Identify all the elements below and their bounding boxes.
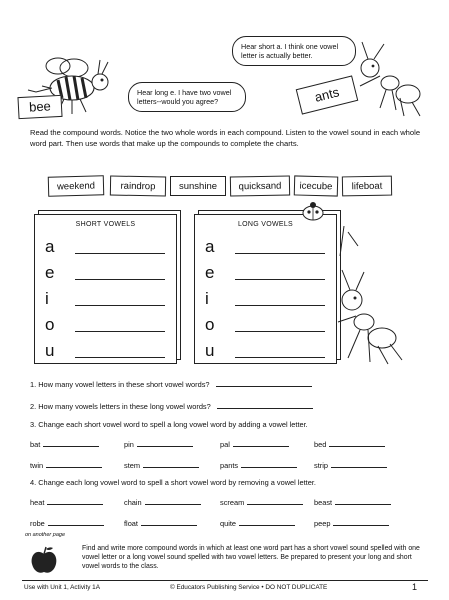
word-item: [30, 438, 99, 449]
word-card-label: sunshine: [178, 181, 218, 192]
word-label: pal: [220, 440, 230, 449]
question-1-text: 1. How many vowel letters in these short vowel words?: [30, 380, 210, 389]
question-3-text: 3. Change each short vowel word to spell a long vowel word by adding a vowel letter.: [30, 420, 308, 429]
question-3-row-2: [30, 459, 420, 471]
answer-line[interactable]: [75, 253, 165, 254]
word-card-label: quicksand: [238, 180, 282, 193]
answer-line[interactable]: [235, 279, 325, 280]
answer-line[interactable]: [43, 438, 99, 447]
word-card-label: icecube: [299, 180, 333, 193]
footer-rule: [22, 580, 428, 581]
word-label: strip: [314, 461, 328, 470]
page-number: [412, 582, 417, 592]
word-card-lifeboat: [342, 176, 392, 197]
vowel-letter: e: [205, 263, 215, 282]
word-item: [124, 438, 193, 449]
word-card-weekend: [48, 175, 105, 196]
answer-line[interactable]: [333, 517, 389, 526]
word-item: [314, 496, 391, 507]
word-label: pants: [220, 461, 239, 470]
word-card-raindrop: [110, 176, 166, 197]
vowel-letter: a: [205, 237, 215, 256]
word-item: [124, 459, 199, 470]
footer-center-text: © Educators Publishing Service • DO NOT DUPLICATE: [170, 584, 328, 591]
instructions: [30, 128, 425, 149]
instructions-text: Read the compound words. Notice the two whole words in each compound. Listen to the vowel sound in each whole word part. Then use words that make up the compounds to complete the charts.: [30, 128, 421, 148]
answer-line[interactable]: [46, 459, 102, 468]
answer-line[interactable]: [141, 517, 197, 526]
extension-text: [82, 544, 422, 571]
answer-line[interactable]: [143, 459, 199, 468]
chart-title: SHORT VOWELS: [75, 221, 136, 228]
word-item: [220, 496, 303, 507]
question-1-answer-line[interactable]: [216, 378, 312, 387]
answer-line[interactable]: [241, 459, 297, 468]
bee-speech-bubble: [128, 82, 246, 112]
ants-sign-label: ants: [313, 84, 341, 105]
answer-line[interactable]: [247, 496, 303, 505]
question-2: [30, 400, 313, 412]
word-item: [30, 496, 103, 507]
answer-line[interactable]: [75, 305, 165, 306]
ant-speech-text: Hear short a. I think one vowel letter is actually better.: [241, 42, 339, 60]
apple-badge-caption: [20, 532, 70, 538]
question-4-text: 4. Change each long vowel word to spell a short vowel word by removing a vowel letter.: [30, 478, 316, 487]
question-3-row-1: [30, 438, 420, 450]
word-item: [220, 459, 297, 470]
word-item: [124, 496, 201, 507]
word-label: peep: [314, 519, 331, 528]
answer-line[interactable]: [235, 305, 325, 306]
word-label: scream: [220, 498, 245, 507]
word-label: robe: [30, 519, 45, 528]
answer-line[interactable]: [235, 357, 325, 358]
answer-line[interactable]: [145, 496, 201, 505]
chart-title: LONG VOWELS: [237, 221, 294, 228]
vowel-letter: i: [45, 289, 49, 308]
footer-left-text: Use with Unit 1, Activity 1A: [24, 584, 101, 591]
word-item: [314, 438, 385, 449]
bee-speech-text: Hear long e. I have two vowel letters--would you agree?: [137, 88, 232, 106]
word-item: [314, 517, 389, 528]
question-1: [30, 378, 312, 390]
word-label: bed: [314, 440, 327, 449]
word-item: [30, 459, 102, 470]
bee-sign-label: bee: [28, 98, 52, 115]
word-item: [220, 517, 295, 528]
answer-line[interactable]: [48, 517, 104, 526]
answer-line[interactable]: [137, 438, 193, 447]
word-label: pin: [124, 440, 134, 449]
question-4-row-2: [30, 517, 420, 529]
answer-line[interactable]: [235, 331, 325, 332]
vowel-letter: i: [205, 289, 209, 308]
vowel-letter: u: [205, 341, 215, 360]
long-vowel-chart: [194, 214, 337, 364]
apple-badge-text: on another page: [24, 532, 66, 538]
word-item: [314, 459, 387, 470]
footer-center: [170, 584, 327, 591]
word-card-quicksand: [230, 175, 290, 196]
word-label: quite: [220, 519, 237, 528]
word-item: [124, 517, 197, 528]
word-item: [220, 438, 289, 449]
footer-left: [24, 584, 100, 591]
answer-line[interactable]: [75, 357, 165, 358]
vowel-letter: e: [45, 263, 55, 282]
answer-line[interactable]: [235, 253, 325, 254]
question-4: [30, 478, 316, 488]
answer-line[interactable]: [329, 438, 385, 447]
answer-line[interactable]: [239, 517, 295, 526]
word-label: chain: [124, 498, 142, 507]
answer-line[interactable]: [47, 496, 103, 505]
vowel-letter: o: [205, 315, 215, 334]
page-number-text: 1: [412, 582, 418, 592]
bee-sign: [17, 95, 62, 119]
ant-climbing-illustration: [330, 226, 410, 366]
word-card-label: lifeboat: [351, 180, 383, 193]
question-4-row-1: [30, 496, 420, 508]
word-label: twin: [30, 461, 44, 470]
word-card-icecube: [294, 175, 339, 196]
answer-line[interactable]: [233, 438, 289, 447]
question-2-text: 2. How many vowels letters in these long vowel words?: [30, 402, 211, 411]
answer-line[interactable]: [75, 279, 165, 280]
word-label: stem: [124, 461, 141, 470]
vowel-letter: o: [45, 315, 55, 334]
answer-line[interactable]: [75, 331, 165, 332]
word-card-sunshine: [170, 176, 226, 196]
question-3: [30, 420, 308, 430]
vowel-letter: u: [45, 341, 55, 360]
word-card-label: raindrop: [120, 180, 156, 193]
short-vowel-chart: [34, 214, 177, 364]
ladybug-illustration: [298, 200, 328, 222]
word-label: beast: [314, 498, 333, 507]
answer-line[interactable]: [335, 496, 391, 505]
word-label: bat: [30, 440, 41, 449]
word-card-label: weekend: [56, 180, 96, 193]
apple-badge-icon: [22, 536, 66, 580]
question-2-answer-line[interactable]: [217, 400, 313, 409]
extension-text-body: Find and write more compound words in which at least one word part has a short vowel sound spelled with one vowel letter or a long vowel sound spelled with two vowel letters. Be prepared to present your long and short vowel words to the class.: [82, 545, 420, 570]
vowel-letter: a: [45, 237, 55, 256]
answer-line[interactable]: [331, 459, 387, 468]
word-label: float: [124, 519, 138, 528]
word-item: [30, 517, 104, 528]
word-label: heat: [30, 498, 45, 507]
